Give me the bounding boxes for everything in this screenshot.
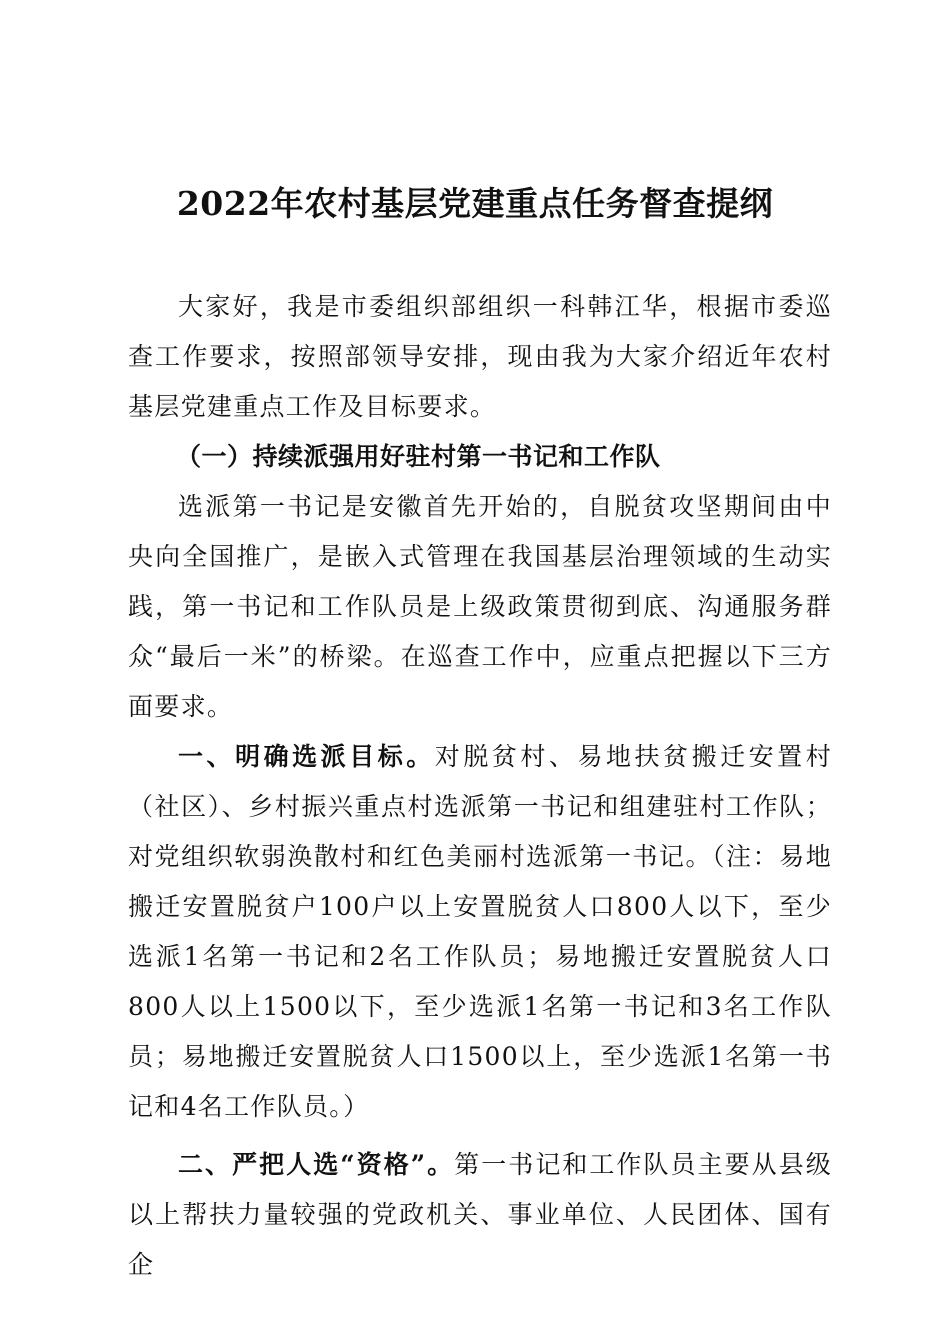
point-2-lead: 二、严把人选“资格”。 [178, 1150, 455, 1179]
point-2-text: 第一书记和工作队员主要从县级以上帮扶力量较强的党政机关、事业单位、人民团体、国有企 [128, 1150, 833, 1279]
point-1-lead: 一、明确选派目标。 [178, 742, 435, 771]
section-intro-paragraph: 选派第一书记是安徽首先开始的，自脱贫攻坚期间由中央向全国推广，是嵌入式管理在我国基层治理领域的生动实践，第一书记和工作队员是上级政策贯彻到底、沟通服务群众“最后一米”的桥梁。在巡查工作中，应重点把握以下三方面要求。 [128, 492, 832, 721]
intro-paragraph: 大家好，我是市委组织部组织一科韩江华，根据市委巡查工作要求，按照部领导安排，现由我为大家介绍近年农村基层党建重点工作及目标要求。 [128, 292, 832, 421]
point-2-paragraph [128, 1140, 832, 1290]
document-body [128, 282, 832, 1290]
document-title: 2022年农村基层党建重点任务督查提纲 [176, 184, 774, 223]
point-1-paragraph [128, 732, 832, 1132]
paragraph-gap [128, 1132, 832, 1140]
point-1-text: 对脱贫村、易地扶贫搬迁安置村（社区）、乡村振兴重点村选派第一书记和组建驻村工作队；对党组织软弱涣散村和红色美丽村选派第一书记。（注：易地搬迁安置脱贫户100户以上安置脱贫人口800人以下，至少选派1名第一书记和2名工作队员；易地搬迁安置脱贫人口800人以上1500以下，至少选派1名第一书记和3名工作队员；易地搬迁安置脱贫人口1500以上，至少选派1名第一书记和4名工作队员。） [128, 742, 833, 1121]
section-heading: （一）持续派强用好驻村第一书记和工作队 [176, 442, 661, 471]
